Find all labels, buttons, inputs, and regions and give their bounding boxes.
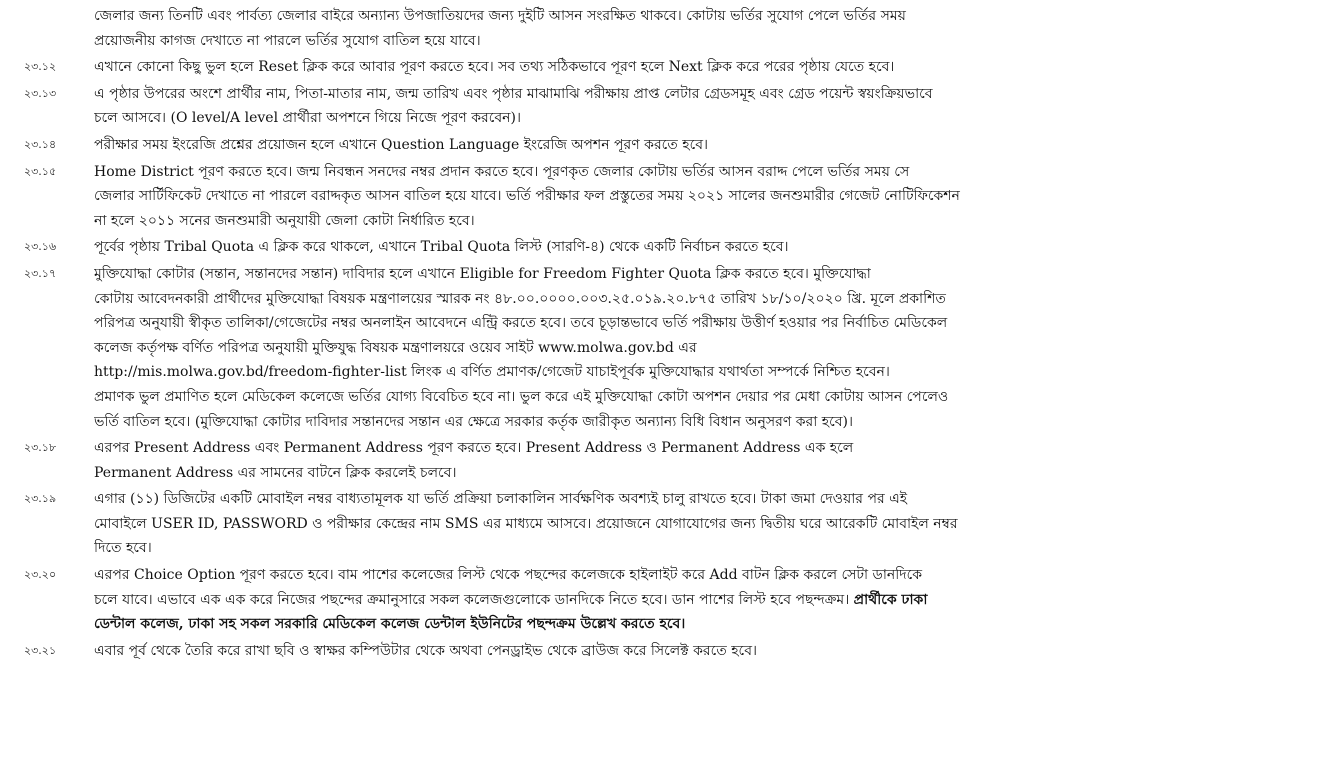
- text-segment: http://mis.molwa.gov.bd/freedom-fighter-list লিংক এ বর্ণিত প্রমাণক/গেজেট যাচাইপূর্বক মুক্তিযোদ্ধার যথার্থতা সম্পর্কে নিশ্চিত হবেন।: [94, 364, 890, 381]
- text-line: [94, 55, 1290, 80]
- paragraph-text: [94, 639, 1290, 664]
- paragraph-number: ২৩.২০: [24, 568, 57, 582]
- paragraph-number: ২৩.২১: [24, 643, 57, 657]
- text-segment: এরপর Present Address এবং Permanent Address পূরণ করতে হবে। Present Address ও Permanent Address এক হলে: [94, 440, 854, 457]
- text-line: [94, 436, 1290, 461]
- paragraph-number: ২৩.১৩: [24, 86, 57, 100]
- paragraph-text: [94, 133, 1290, 158]
- text-line: [94, 336, 1290, 361]
- text-segment: প্রয়োজনীয় কাগজ দেখাতে না পারলে ভর্তির সুযোগ বাতিল হয়ে যাবে।: [94, 32, 481, 49]
- bold-text-segment: ডেন্টাল কলেজ, ঢাকা সহ সকল সরকারি মেডিকেল কলেজ ডেন্টাল ইউনিটের পছন্দক্রম উল্লেখ করতে হবে।: [94, 616, 686, 633]
- bold-text-segment: প্রার্থীকে ঢাকা: [853, 591, 928, 608]
- paragraph-item: [0, 55, 1319, 80]
- paragraph-item: [0, 82, 1319, 131]
- text-line: [94, 612, 1290, 637]
- paragraph-text: [94, 160, 1290, 234]
- paragraph-item: [0, 4, 1319, 53]
- text-segment: এবার পূর্ব থেকে তৈরি করে রাখা ছবি ও স্বাক্ষর কম্পিউটার থেকে অথবা পেনড্রাইভ থেকে ব্রাউজ করে সিলেক্ট করতে হবে।: [94, 642, 757, 659]
- text-line: [94, 385, 1290, 410]
- text-segment: প্রমাণক ভুল প্রমাণিত হলে মেডিকেল কলেজে ভর্তির যোগ্য বিবেচিত হবে না। ভুল করে এই মুক্তিযোদ্ধা কোটা অপশন দেয়ার পর মেধা কোটায় আসন পেলেও: [94, 388, 949, 405]
- paragraph-text: [94, 235, 1290, 260]
- paragraph-number: ২৩.১৭: [24, 266, 57, 280]
- text-line: [94, 639, 1290, 664]
- text-line: [94, 487, 1290, 512]
- text-line: [94, 160, 1290, 185]
- text-line: [94, 106, 1290, 131]
- text-segment: মুক্তিযোদ্ধা কোটার (সন্তান, সন্তানদের সন্তান) দাবিদার হলে এখানে Eligible for Freedom Fighter Quota ক্লিক করতে হবে। মুক্তিযোদ্ধা: [94, 265, 871, 282]
- paragraph-item: [0, 262, 1319, 434]
- text-segment: Home District পূরণ করতে হবে। জন্ম নিবন্ধন সনদের নম্বর প্রদান করতে হবে। পূরণকৃত জেলার কোটায় ভর্তির আসন বরাদ্দ পেলে ভর্তির সময় সে: [94, 163, 910, 180]
- text-segment: না হলে ২০১১ সনের জনশুমারী অনুযায়ী জেলা কোটা নির্ধারিত হবে।: [94, 212, 475, 229]
- text-line: [94, 461, 1290, 486]
- text-segment: পরীক্ষার সময় ইংরেজি প্রশ্নের প্রয়োজন হলে এখানে Question Language ইংরেজি অপশন পূরণ করতে হবে।: [94, 136, 708, 153]
- paragraph-item: [0, 639, 1319, 664]
- paragraph-text: [94, 262, 1290, 434]
- text-segment: এখানে কোনো কিছু ভুল হলে Reset ক্লিক করে আবার পূরণ করতে হবে। সব তথ্য সঠিকভাবে পূরণ হলে Next ক্লিক করে পরের পৃষ্ঠায় যেতে হবে।: [94, 59, 895, 76]
- text-line: [94, 184, 1290, 209]
- text-segment: চলে যাবে। এভাবে এক এক করে নিজের পছন্দের ক্রমানুসারে সকল কলেজগুলোকে ডানদিকে নিতে হবে। ডান পাশের লিস্ট হবে পছন্দক্রম।: [94, 591, 854, 608]
- text-segment: কোটায় আবেদনকারী প্রার্থীদের মুক্তিযোদ্ধা বিষয়ক মন্ত্রণালয়ের স্মারক নং ৪৮.০০.০০০০.০০৩.২৫.০১৯.২০.৮৭৫ তারিখ ১৮/১০/২০২০ খ্রি. মূলে প্রকাশিত: [94, 290, 946, 307]
- text-segment: এগার (১১) ডিজিটের একটি মোবাইল নম্বর বাধ্যতামূলক যা ভর্তি প্রক্রিয়া চলাকালিন সার্বক্ষণিক অবশ্যই চালু রাখতে হবে। টাকা জমা দেওয়ার পর এই: [94, 491, 908, 508]
- paragraph-text: [94, 4, 1290, 53]
- text-line: [94, 287, 1290, 312]
- text-line: [94, 4, 1290, 29]
- paragraph-item: [0, 563, 1319, 637]
- paragraph-text: [94, 82, 1290, 131]
- text-segment: পূর্বের পৃষ্ঠায় Tribal Quota এ ক্লিক করে থাকলে, এখানে Tribal Quota লিস্ট (সারণি-৪) থেকে একটি নির্বাচন করতে হবে।: [94, 239, 789, 256]
- text-line: [94, 360, 1290, 385]
- text-segment: জেলার সার্টিফিকেট দেখাতে না পারলে বরাদ্দকৃত আসন বাতিল হয়ে যাবে। ভর্তি পরীক্ষার ফল প্রস্তুতের সময় ২০২১ সালের জনশুমারীর গেজেট নোটিফিকেশন: [94, 188, 960, 205]
- text-segment: দিতে হবে।: [94, 540, 152, 557]
- paragraph-item: [0, 487, 1319, 561]
- text-line: [94, 410, 1290, 435]
- text-segment: এরপর Choice Option পূরণ করতে হবে। বাম পাশের কলেজের লিস্ট থেকে পছন্দের কলেজকে হাইলাইট করে Add বাটন ক্লিক করলে সেটা ডানদিকে: [94, 567, 923, 584]
- text-segment: কলেজ কর্তৃপক্ষ বর্ণিত পরিপত্র অনুযায়ী মুক্তিযুদ্ধ বিষয়ক মন্ত্রণালয়রে ওয়েব সাইট www.molwa.gov.bd এর: [94, 339, 697, 356]
- paragraph-item: [0, 160, 1319, 234]
- text-line: [94, 262, 1290, 287]
- paragraph-text: [94, 487, 1290, 561]
- paragraph-text: [94, 563, 1290, 637]
- text-segment: চলে আসবে। (O level/A level প্রার্থীরা অপশনে গিয়ে নিজে পূরণ করবেন)।: [94, 110, 521, 127]
- text-segment: জেলার জন্য তিনটি এবং পার্বত্য জেলার বাইরে অন্যান্য উপজাতিয়দের জন্য দুইটি আসন সংরক্ষিত থাকবে। কোটায় ভর্তির সুযোগ পেলে ভর্তির সময়: [94, 8, 906, 24]
- text-line: [94, 588, 1290, 613]
- paragraph-text: [94, 436, 1290, 485]
- text-line: [94, 512, 1290, 537]
- text-segment: মোবাইলে USER ID, PASSWORD ও পরীক্ষার কেন্দ্রের নাম SMS এর মাধ্যমে আসবে। প্রয়োজনে যোগাযোগের জন্য দ্বিতীয় ঘরে আরেকটি মোবাইল নম্বর: [94, 515, 958, 532]
- paragraph-number: ২৩.১২: [24, 60, 57, 74]
- text-segment: এ পৃষ্ঠার উপরের অংশে প্রার্থীর নাম, পিতা-মাতার নাম, জন্ম তারিখ এবং পৃষ্ঠার মাঝামাঝি পরীক্ষায় প্রাপ্ত লেটার গ্রেডসমূহ এবং গ্রেড পয়েন্ট স্বয়ংক্রিয়ভাবে: [94, 85, 933, 102]
- paragraph-text: [94, 55, 1290, 80]
- text-segment: পরিপত্র অনুযায়ী স্বীকৃত তালিকা/গেজেটের নম্বর অনলাইন আবেদনে এন্ট্রি করতে হবে। তবে চূড়ান্তভাবে ভর্তি পরীক্ষায় উত্তীর্ণ হওয়ার পর নির্বাচিত মেডিকেল: [94, 315, 948, 332]
- paragraph-number: ২৩.১৪: [24, 137, 57, 151]
- paragraph-item: [0, 133, 1319, 158]
- text-line: [94, 563, 1290, 588]
- paragraph-number: ২৩.১৬: [24, 240, 57, 254]
- text-segment: Permanent Address এর সামনের বাটনে ক্লিক করলেই চলবে।: [94, 464, 457, 481]
- text-line: [94, 235, 1290, 260]
- text-line: [94, 29, 1290, 54]
- paragraph-number: ২৩.১৫: [24, 164, 57, 178]
- text-segment: ভর্তি বাতিল হবে। (মুক্তিযোদ্ধা কোটার দাবিদার সন্তানদের সন্তান এর ক্ষেত্রে সরকার কর্তৃক জারীকৃত অন্যান্য বিধি বিধান অনুসরণ করা হবে)।: [94, 413, 853, 430]
- text-line: [94, 82, 1290, 107]
- paragraph-item: [0, 235, 1319, 260]
- text-line: [94, 311, 1290, 336]
- paragraph-item: [0, 436, 1319, 485]
- text-line: [94, 536, 1290, 561]
- paragraph-number: ২৩.১৯: [24, 492, 57, 506]
- text-line: [94, 133, 1290, 158]
- paragraph-number: ২৩.১৮: [24, 441, 57, 455]
- text-line: [94, 209, 1290, 234]
